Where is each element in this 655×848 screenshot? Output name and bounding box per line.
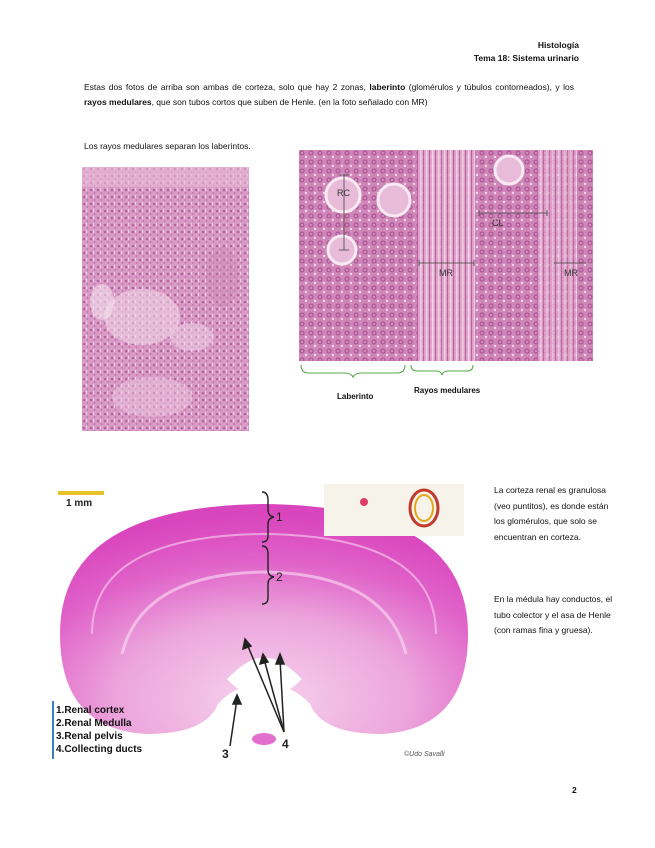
note-paragraph: Los rayos medulares separan los laberintos. — [84, 141, 251, 151]
page-number: 2 — [572, 785, 577, 795]
image-credit: ©Udo Savalli — [404, 751, 445, 758]
callout-3: 3 — [222, 747, 229, 759]
caption-brackets — [299, 363, 499, 379]
labyrinth-bracket — [301, 365, 405, 377]
label-rc: RC — [337, 188, 350, 198]
caption-labyrinth: Laberinto — [337, 392, 374, 401]
intro-bold-labyrinth: laberinto — [369, 82, 406, 92]
rays-bracket — [411, 365, 473, 375]
intro-text-1: Estas dos fotos de arriba son ambas de corteza, solo que hay 2 zonas, — [84, 82, 370, 92]
callout-4: 4 — [282, 737, 289, 751]
label-cl: CL — [492, 218, 504, 228]
legend-collecting-ducts: 4.Collecting ducts — [56, 744, 143, 755]
callout-1: 1 — [276, 510, 283, 524]
label-mr-left: MR — [439, 268, 453, 278]
cortex-micrograph-left — [82, 167, 249, 431]
header-topic: Tema 18: Sistema urinario — [473, 53, 579, 63]
kidney-section-figure — [52, 484, 476, 759]
intro-text-2: (glomérulos y túbulos contorneados), y los — [405, 82, 575, 92]
header-subject: Histología — [537, 40, 579, 50]
inset-diagram — [324, 484, 464, 536]
intro-bold-rays: rayos medulares — [84, 97, 152, 107]
callout-2: 2 — [276, 570, 283, 584]
scale-bar — [58, 491, 104, 495]
legend-pelvis: 3.Renal pelvis — [56, 731, 123, 742]
scale-bar-label: 1 mm — [66, 498, 93, 509]
intro-text-3: , que son tubos cortos que suben de Henle. (en la foto señalado con MR) — [151, 97, 428, 107]
caption-medullary-rays: Rayos medulares — [414, 386, 481, 395]
side-note-cortex: La corteza renal es granulosa (veo puntitos), es donde están los glomérulos, que solo se encuentran en corteza. — [494, 485, 609, 542]
side-note-medulla: En la médula hay conductos, el tubo colector y el asa de Henle (con ramas fina y gruesa). — [494, 594, 613, 635]
label-mr-right: MR — [564, 268, 578, 278]
legend-cortex: 1.Renal cortex — [56, 705, 125, 716]
cortex-micrograph-right — [299, 150, 593, 361]
intro-paragraph — [84, 80, 574, 110]
legend-medulla: 2.Renal Medulla — [56, 718, 132, 729]
